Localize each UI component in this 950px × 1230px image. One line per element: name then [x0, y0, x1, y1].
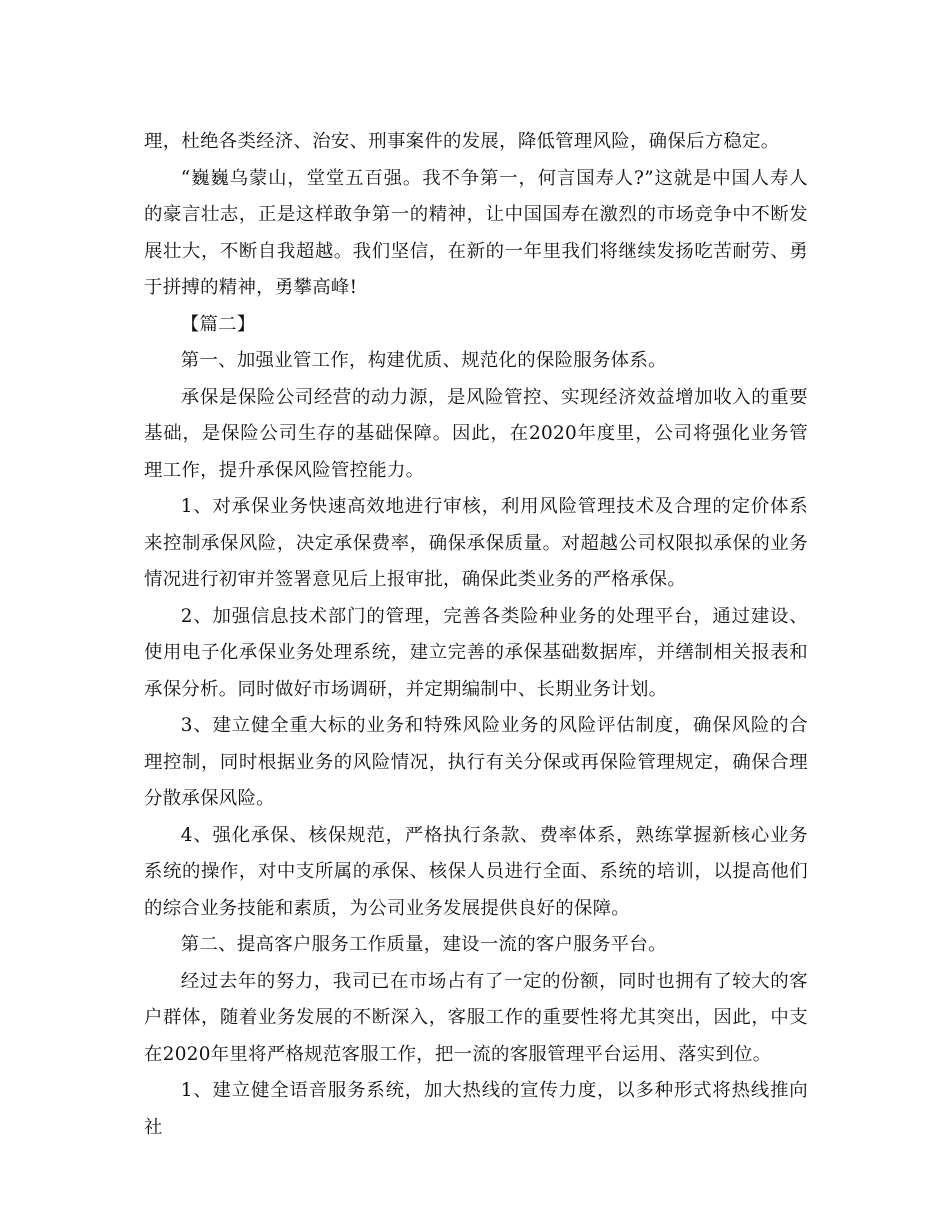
paragraph-continued: 理，杜绝各类经济、治安、刑事案件的发展，降低管理风险，确保后方稳定。 — [144, 131, 780, 152]
subheading-second: 第二、提高客户服务工作质量，建设一流的客户服务平台。 — [180, 934, 667, 955]
list-item-4: 4、强化承保、核保规范，严格执行条款、费率体系，熟练掌握新核心业务系统的操作，对中支所属的承保、核保人员进行全面、系统的培训，以提高他们的综合业务技能和素质，为公司业务发展提供良好的保障。 — [144, 824, 808, 919]
document-body — [144, 124, 808, 1146]
list-item-1: 1、对承保业务快速高效地进行审核，利用风险管理技术及合理的定价体系来控制承保风险，决定承保费率，确保承保质量。对超越公司权限拟承保的业务情况进行初审并签署意见后上报审批，确保此类业务的严格承保。 — [144, 496, 808, 590]
list-item-service-1: 1、建立健全语音服务系统，加大热线的宣传力度，以多种形式将热线推向社 — [144, 1080, 808, 1138]
list-item-3: 3、建立健全重大标的业务和特殊风险业务的风险评估制度，确保风险的合理控制，同时根据业务的风险情况，执行有关分保或再保险管理规定，确保合理分散承保风险。 — [144, 715, 808, 809]
list-item-2: 2、加强信息技术部门的管理，完善各类险种业务的处理平台，通过建设、使用电子化承保业务处理系统，建立完善的承保基础数据库，并缮制相关报表和承保分析。同时做好市场调研，并定期编制中、长期业务计划。 — [144, 605, 808, 700]
paragraph-underwriting: 承保是保险公司经营的动力源，是风险管控、实现经济效益增加收入的重要基础，是保险公司生存的基础保障。因此，在2020年度里，公司将强化业务管理工作，提升承保风险管控能力。 — [144, 386, 808, 481]
paragraph-slogan: “巍巍乌蒙山，堂堂五百强。我不争第一，何言国寿人?”这就是中国人寿人的豪言壮志，正是这样敢争第一的精神，让中国国寿在激烈的市场竞争中不断发展壮大，不断自我超越。我们坚信，在新的一年里我们将继续发扬吃苦耐劳、勇于拼搏的精神，勇攀高峰! — [144, 167, 808, 298]
subheading-first: 第一、加强业管工作，构建优质、规范化的保险服务体系。 — [180, 350, 667, 371]
section-heading: 【篇二】 — [180, 313, 256, 335]
paragraph-customer-service: 经过去年的努力，我司已在市场占有了一定的份额，同时也拥有了较大的客户群体，随着业务发展的不断深入，客服工作的重要性将尤其突出，因此，中支在2020年里将严格规范客服工作，把一流的客服管理平台运用、落实到位。 — [144, 970, 808, 1065]
